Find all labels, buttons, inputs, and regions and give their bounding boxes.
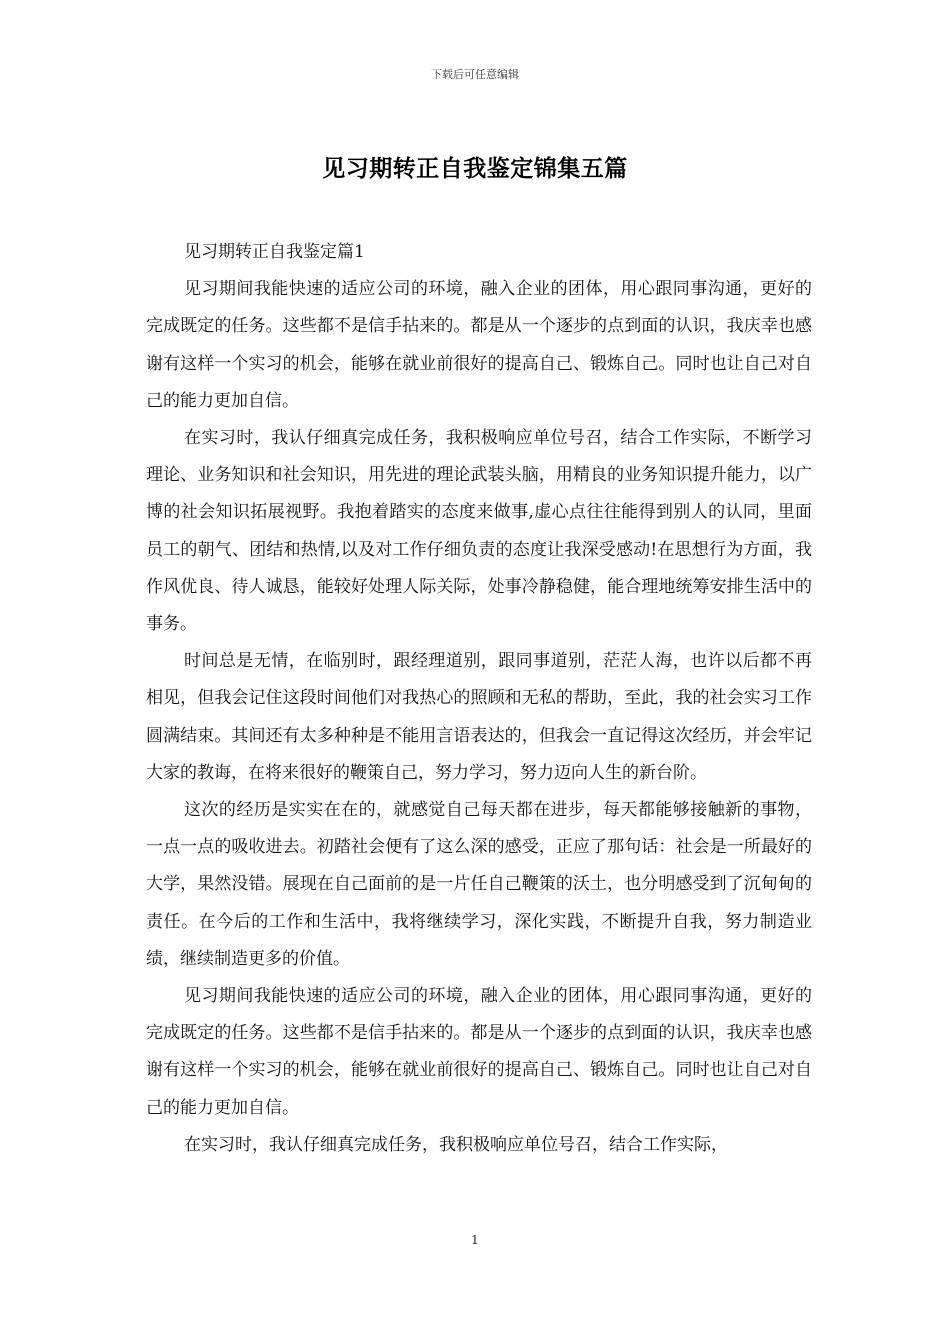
paragraph-3: 时间总是无情，在临别时，跟经理道别，跟同事道别，茫茫人海，也许以后都不再相见，但我会记住这段时间他们对我热心的照顾和无私的帮助，至此，我的社会实习工作圆满结束。其间还有太多种种是不能用言语表达的，但我会一直记得这次经历，并会牢记大家的教诲，在将来很好的鞭策自己，努力学习，努力迈向人生的新台阶。: [146, 651, 812, 783]
document-title: 见习期转正自我鉴定锦集五篇: [322, 155, 628, 182]
paragraph-4: 这次的经历是实实在在的，就感觉自己每天都在进步，每天都能够接触新的事物，一点一点的吸收进去。初踏社会便有了这么深的感受，正应了那句话：社会是一所最好的大学，果然没错。展现在自己面前的是一片任自己鞭策的沃土，也分明感受到了沉甸甸的责任。在今后的工作和生活中，我将继续学习，深化实践，不断提升自我，努力制造业绩，继续制造更多的价值。: [146, 800, 812, 969]
header-note: 下载后可任意编辑: [431, 68, 519, 81]
paragraph-2: 在实习时，我认仔细真完成任务，我积极响应单位号召，结合工作实际，不断学习理论、业务知识和社会知识，用先进的理论武装头脑，用精良的业务知识提升能力，以广博的社会知识拓展视野。我抱着踏实的态度来做事,虚心点往往能得到别人的认同，里面员工的朝气、团结和热情,以及对工作仔细负责的态度让我深受感动!在思想行为方面，我作风优良、待人诚恳，能较好处理人际关际，处事冷静稳健，能合理地统筹安排生活中的事务。: [146, 428, 812, 635]
paragraph-5: 见习期间我能快速的适应公司的环境，融入企业的团体，用心跟同事沟通，更好的完成既定的任务。这些都不是信手拈来的。都是从一个逐步的点到面的认识，我庆幸也感谢有这样一个实习的机会，能够在就业前很好的提高自己、锻炼自己。同时也让自己对自己的能力更加自信。: [146, 986, 812, 1118]
section-heading: 见习期转正自我鉴定篇1: [184, 242, 365, 262]
document-body: [146, 234, 812, 1164]
page-number: 1: [471, 1233, 479, 1247]
paragraph-1: 见习期间我能快速的适应公司的环境，融入企业的团体，用心跟同事沟通，更好的完成既定的任务。这些都不是信手拈来的。都是从一个逐步的点到面的认识，我庆幸也感谢有这样一个实习的机会，能够在就业前很好的提高自己、锻炼自己。同时也让自己对自己的能力更加自信。: [146, 279, 812, 411]
paragraph-6: 在实习时，我认仔细真完成任务，我积极响应单位号召，结合工作实际，: [184, 1134, 728, 1155]
